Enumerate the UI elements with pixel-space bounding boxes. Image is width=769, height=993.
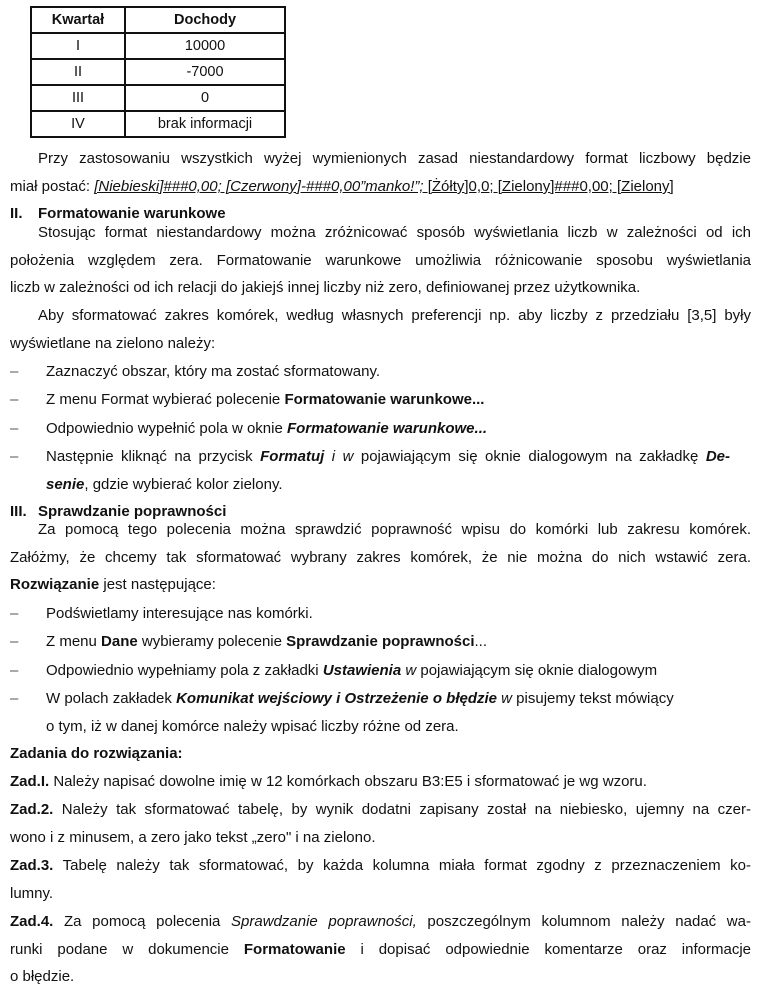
section-3-heading [10,503,226,521]
bullet-dash: – [10,605,19,622]
s3-bullet-3 [46,662,657,680]
s2-p2-line-1: Aby sformatować zakres komórek, według własnych preferencji np. aby liczby z przedziału [3,5] były [38,307,751,324]
cell-quarter: III [31,85,125,111]
s2-b2-text: Z menu Format wybierać polecenie [46,391,285,408]
s2-b4-desenie-b: senie [46,476,85,493]
table-row [31,85,285,111]
task-4-line-2 [10,941,751,959]
s2-p2-line-2: wyświetlane na zielono należy: [10,335,216,352]
bullet-dash: – [10,363,19,380]
task-2-line-1 [10,801,751,819]
task-4-text-1b: Sprawdzanie poprawności, [231,913,417,930]
task-1-label: Zad.I. [10,773,50,790]
s2-bullet-1: Zaznaczyć obszar, który ma zostać sformatowany. [46,363,381,380]
s3-solution-rest: jest następujące: [99,576,216,593]
bullet-dash: – [10,690,19,707]
s2-bullet-3 [46,420,487,438]
bullet-dash: – [10,420,19,437]
s2-b3-bolditalic: Formatowanie warunkowe... [286,420,488,437]
s3-b2-dane: Dane [101,633,138,650]
cell-quarter: II [31,59,125,85]
header-quarter: Kwartał [31,7,125,33]
section-2-heading [10,205,226,223]
task-3-line-2: lumny. [10,885,54,902]
s3-b2-end: ... [474,633,488,650]
section-3-title: Sprawdzanie poprawności [38,503,227,520]
s3-bullet-4-line-1 [46,690,674,708]
task-4-line-3: o błędzie. [10,968,75,985]
s3-p1-line-1: Za pomocą tego polecenia można sprawdzić poprawność wpisu do komórki lub zakresu komórek. [38,521,751,538]
section-2-number: II. [10,205,23,222]
s2-bullet-4-line-1 [46,448,730,466]
s2-bullet-2 [46,391,484,409]
task-1-text: Należy napisać dowolne imię w 12 komórkach obszaru B3:E5 i sformatować je wg wzoru. [49,773,647,790]
table-row [31,33,285,59]
s3-b2-mid: wybieramy polecenie [137,633,287,650]
bullet-dash: – [10,391,19,408]
s3-b4-text: W polach zakładek [46,690,177,707]
s3-b4-end: pisujemy tekst mówiący [516,690,674,707]
s2-p1-line-1: Stosując format niestandardowy można zróżnicować sposób wyświetlania liczb w zależności od ich [38,224,751,241]
task-4-text-2a: runki podane w dokumencie [10,941,244,958]
task-4-line-1 [10,913,751,931]
task-3-line-1 [10,857,751,875]
header-income: Dochody [125,7,285,33]
s3-b3-ustawienia: Ustawienia [322,662,402,679]
task-1 [10,773,647,791]
s3-b4-bolditalic: Komunikat wejściowy i Ostrzeżenie o błędzie [176,690,497,707]
s2-b4-italic: i w [324,448,361,465]
s2-bullet-4-line-2 [46,476,283,494]
format-string-part1: [Niebieski]###0,00; [Czerwony]-###0,00”manko!”; [94,178,424,195]
s2-b4-text: Następnie kliknąć na przycisk [46,448,261,465]
cell-income: -7000 [125,59,285,85]
s2-p1-line-2: położenia względem zera. Formatowanie warunkowe umożliwia różnicowanie sposobu wyświetlania [10,252,751,269]
s3-bullet-2 [46,633,487,651]
section-3-number: III. [10,503,27,520]
format-string-part2: [Żółty]0,0; [Zielony]###0,00; [Zielony] [423,178,674,195]
task-3-label: Zad.3. [10,857,54,874]
s3-p1-line-2: Załóżmy, że chcemy tak sformatować wybrany zakres komórek, że nie można do nich wstawić zera. [10,549,751,566]
s2-b4-end: , gdzie wybierać kolor zielony. [84,476,283,493]
quarterly-income-table [30,6,286,138]
s3-b3-italic: w [401,662,421,679]
task-2-line-2: wono i z minusem, a zero jako tekst „zero" i na zielono. [10,829,376,846]
bullet-dash: – [10,448,19,465]
task-2-label: Zad.2. [10,801,54,818]
cell-income: 0 [125,85,285,111]
bullet-dash: – [10,662,19,679]
s2-b2-bold: Formatowanie warunkowe... [284,391,485,408]
bullet-dash: – [10,633,19,650]
cell-quarter: I [31,33,125,59]
s3-solution-bold: Rozwiązanie [10,576,100,593]
s3-b3-text: Odpowiednio wypełniamy pola z zakładki [46,662,323,679]
s2-b4-mid: pojawiającym się oknie dialogowym na zakładkę [360,448,706,465]
task-4-text-1a: Za pomocą polecenia [53,913,232,930]
intro-prefix: miał postać: [10,178,95,195]
task-4-text-2b: Formatowanie [243,941,346,958]
task-3-text-1: Tabelę należy tak sformatować, by każda kolumna miała format zgodny z przeznaczeniem ko- [53,857,751,874]
s3-b4-italic: w [497,690,517,707]
table-row [31,111,285,137]
s3-bullet-1: Podświetlamy interesujące nas komórki. [46,605,313,622]
intro-line-1: Przy zastosowaniu wszystkich wyżej wymienionych zasad niestandardowy format liczbowy będzie [38,150,751,167]
table-header-row [31,7,285,33]
task-4-label: Zad.4. [10,913,54,930]
tasks-heading: Zadania do rozwiązania: [10,745,183,762]
s2-p1-line-3: liczb w zależności od ich relacji do jakiejś innej liczby niż zero, definiowanej przez użytkownika. [10,279,641,296]
task-4-text-1c: poszczególnym kolumnom należy nadać wa- [416,913,751,930]
s2-b4-formatuj: Formatuj [260,448,325,465]
s2-b4-desenie-a: De- [705,448,731,465]
cell-income: 10000 [125,33,285,59]
s3-bullet-4-line-2: o tym, iż w danej komórce należy wpisać liczby różne od zera. [46,718,459,735]
s2-b3-text: Odpowiednio wypełnić pola w oknie [46,420,287,437]
s3-b2-bold: Sprawdzanie poprawności [286,633,475,650]
task-2-text-1: Należy tak sformatować tabelę, by wynik dodatni zapisany został na niebiesko, ujemny na czer- [53,801,751,818]
intro-line-2 [10,178,674,196]
s3-b3-end: pojawiającym się oknie dialogowym [420,662,658,679]
cell-quarter: IV [31,111,125,137]
s3-solution-line [10,576,216,594]
table-row [31,59,285,85]
section-2-title: Formatowanie warunkowe [38,205,226,222]
task-4-text-2c: i dopisać odpowiednie komentarze oraz informacje [345,941,751,958]
s3-b2-text: Z menu [46,633,102,650]
cell-income: brak informacji [125,111,285,137]
